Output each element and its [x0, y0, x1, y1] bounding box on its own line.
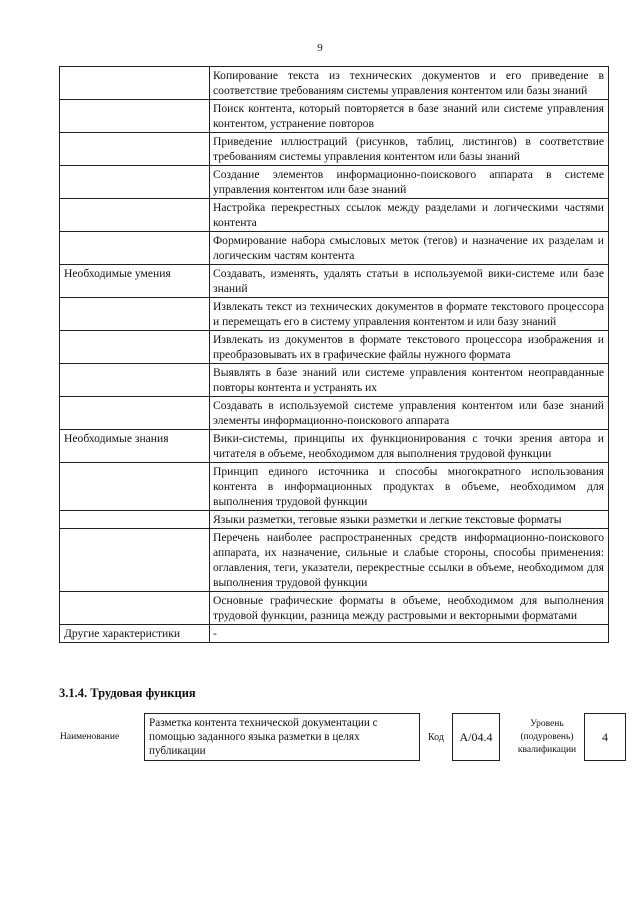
row-text: Вики-системы, принципы их функционирования с точки зрения автора и читателя в объеме, необходимом для выполнения трудовой функции — [210, 430, 609, 463]
page-number: 9 — [317, 42, 323, 54]
row-text: Принцип единого источника и способы многократного использования контента в информационных продуктах в объеме, необходимом для выполнения трудовой функции — [210, 463, 609, 511]
table-row — [60, 463, 609, 511]
row-category-label — [60, 463, 210, 511]
table-row — [60, 298, 609, 331]
row-category-label — [60, 166, 210, 199]
row-category-label — [60, 529, 210, 592]
table-row — [60, 625, 609, 643]
row-category-label — [60, 199, 210, 232]
row-category-label — [60, 364, 210, 397]
row-text: Выявлять в базе знаний или системе управления контентом неоправданные повторы контента и устранять их — [210, 364, 609, 397]
table-row — [60, 199, 609, 232]
table-row — [60, 265, 609, 298]
row-category-label: Другие характеристики — [60, 625, 210, 643]
table-row — [60, 511, 609, 529]
table-row — [60, 166, 609, 199]
table-row — [60, 397, 609, 430]
row-text: Основные графические форматы в объеме, необходимом для выполнения трудовой функции, разница между растровыми и векторными форматами — [210, 592, 609, 625]
labor-function-table — [59, 713, 626, 761]
row-text: Копирование текста из технических документов и его приведение в соответствие требованиям системы управления контентом или базы знаний — [210, 67, 609, 100]
row-text: Приведение иллюстраций (рисунков, таблиц, листингов) в соответствие требованиям системы управления контентом или базы знаний — [210, 133, 609, 166]
row-text: Формирование набора смысловых меток (тегов) и назначение их разделам и логическим частям контента — [210, 232, 609, 265]
row-text: Создавать, изменять, удалять статьи в используемой вики-системе или базе знаний — [210, 265, 609, 298]
row-category-label — [60, 67, 210, 100]
name-label: Наименование — [60, 732, 120, 742]
table-row — [60, 67, 609, 100]
table-row — [60, 232, 609, 265]
table-row — [60, 100, 609, 133]
row-text: Поиск контента, который повторяется в базе знаний или системе управления контентом, устранение повторов — [210, 100, 609, 133]
row-text: Языки разметки, теговые языки разметки и легкие текстовые форматы — [210, 511, 609, 529]
table-row — [60, 364, 609, 397]
row-category-label — [60, 331, 210, 364]
row-category-label — [60, 232, 210, 265]
row-text: Перечень наиболее распространенных средств информационно-поискового аппарата, их назначение, сильные и слабые стороны, способы применения: оглавления, теги, указатели, перекрестные ссылки в объеме, необходимом для выполнения трудовой функции — [210, 529, 609, 592]
row-category-label — [60, 511, 210, 529]
qualification-level-label: Уровень (подуровень) квалификации — [517, 718, 577, 755]
row-category-label: Необходимые знания — [60, 430, 210, 463]
function-code: A/04.4 — [452, 713, 500, 761]
row-category-label — [60, 133, 210, 166]
table-row — [60, 331, 609, 364]
row-text: Настройка перекрестных ссылок между разделами и логическими частями контента — [210, 199, 609, 232]
competency-table — [59, 66, 609, 643]
row-text: Извлекать из документов в формате текстового процессора изображения и преобразовывать их в графические файлы нужного формата — [210, 331, 609, 364]
table-row — [60, 133, 609, 166]
section-heading: 3.1.4. Трудовая функция — [59, 686, 196, 700]
row-category-label — [60, 100, 210, 133]
qualification-level: 4 — [584, 713, 626, 761]
row-text: Создание элементов информационно-поискового аппарата в системе управления контентом или базе знаний — [210, 166, 609, 199]
table-row — [60, 529, 609, 592]
function-name: Разметка контента технической документации с помощью заданного языка разметки в целях публикации — [144, 713, 420, 761]
table-row — [60, 430, 609, 463]
row-category-label — [60, 397, 210, 430]
row-text: Создавать в используемой системе управления контентом или базе знаний элементы информационно-поискового аппарата — [210, 397, 609, 430]
code-label: Код — [428, 731, 444, 743]
row-text: - — [210, 625, 609, 643]
row-category-label — [60, 298, 210, 331]
table-row — [60, 592, 609, 625]
row-category-label: Необходимые умения — [60, 265, 210, 298]
row-text: Извлекать текст из технических документов в формате текстового процессора и перемещать его в систему управления контентом и или базу знаний — [210, 298, 609, 331]
row-category-label — [60, 592, 210, 625]
